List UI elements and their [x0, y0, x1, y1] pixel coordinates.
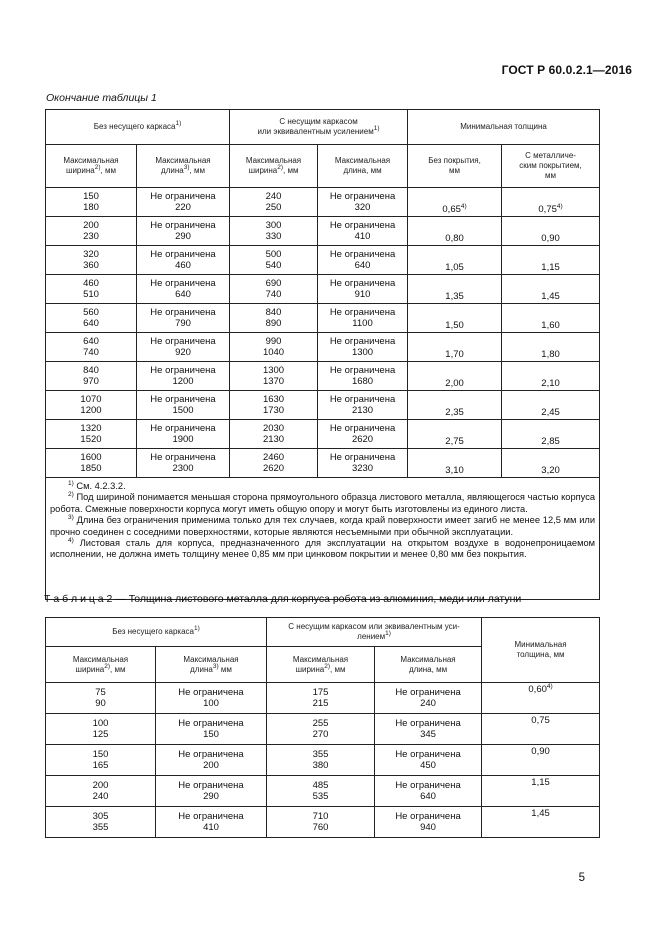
t1-cell-uncoated: 3,10 [408, 449, 502, 478]
t1-col-metal-coated: С металличе- ским покрытием, мм [502, 145, 600, 188]
cell-line-1: Не ограничена [150, 335, 216, 347]
table2 [45, 617, 600, 838]
t2-cell-frame-width [267, 776, 375, 807]
cell-line-2: 760 [312, 822, 329, 833]
t2-cell-width [46, 683, 156, 714]
cell-line-1: Не ограничена [178, 779, 244, 791]
cell-line-1: Не ограничена [329, 306, 396, 318]
t1-cell-frame-length [318, 362, 408, 391]
t1-cell-uncoated: 1,50 [408, 304, 502, 333]
t1-cell-metal-coated: 0,75$^{4)}$ [502, 188, 600, 217]
cell-line-1: 240 [265, 190, 282, 202]
t1-cell-frame-length [318, 217, 408, 246]
t1-cell-width [46, 275, 137, 304]
cell-line-2: 410 [203, 822, 219, 833]
t1-cell-uncoated: 0,65$^{4)}$ [408, 188, 502, 217]
cell-line-1: 640 [83, 335, 99, 347]
cell-line-1: 200 [83, 219, 99, 231]
cell-line-1: Не ограничена [150, 393, 216, 405]
t1-cell-width [46, 362, 137, 391]
cell-line-2: 100 [203, 698, 219, 709]
cell-line-1: 175 [312, 686, 329, 698]
table-row [46, 304, 600, 333]
t2-cell-length [156, 807, 267, 838]
cell-line-2: 640 [420, 791, 436, 802]
t1-cell-frame-width [230, 391, 318, 420]
t2-cell-width [46, 776, 156, 807]
t1-cell-frame-length [318, 333, 408, 362]
cell-line-1: 690 [265, 277, 282, 289]
cell-line-1: 500 [265, 248, 282, 260]
cell-line-1: 150 [92, 748, 109, 760]
t2-cell-frame-width [267, 745, 375, 776]
t1-group-min-thickness: Минимальная толщина [408, 110, 600, 145]
cell-line-2: 460 [175, 260, 191, 271]
cell-line-2: 2620 [351, 434, 374, 445]
table-row [46, 275, 600, 304]
cell-line-2: 1370 [262, 376, 285, 387]
cell-line-1: Не ограничена [178, 748, 244, 760]
t1-group-with-frame: С несущим каркасом или эквивалентным усилением$^{1)}$ [230, 110, 408, 145]
t1-cell-frame-width [230, 449, 318, 478]
t1-cell-length [137, 217, 230, 246]
t1-cell-metal-coated: 1,45 [502, 275, 600, 304]
t2-cell-frame-length [375, 807, 482, 838]
cell-line-2: 940 [420, 822, 436, 833]
t1-cell-frame-width [230, 275, 318, 304]
t1-cell-metal-coated: 1,15 [502, 246, 600, 275]
t1-cell-frame-length [318, 275, 408, 304]
t1-cell-frame-width [230, 362, 318, 391]
page-number: 5 [578, 872, 585, 884]
t1-cell-width [46, 420, 137, 449]
document-header: ГОСТ Р 60.0.2.1—2016 [501, 63, 632, 77]
t1-cell-frame-width [230, 217, 318, 246]
t2-cell-min-thickness: 0,60$^{4)}$ [482, 683, 600, 714]
t2-cell-frame-length [375, 745, 482, 776]
t2-col-max-length: Максимальная длина$^{3)}$ мм [156, 647, 267, 683]
cell-line-2: 1520 [80, 434, 102, 445]
t1-col-max-width: Максимальная ширина$^{2)}$, мм [46, 145, 137, 188]
cell-line-2: 290 [175, 231, 191, 242]
table-row [46, 683, 600, 714]
t1-cell-length [137, 362, 230, 391]
cell-line-1: 305 [92, 810, 109, 822]
cell-line-2: 2300 [172, 463, 194, 474]
t2-group-no-frame: Без несущего каркаса$^{1)}$ [46, 618, 267, 647]
t2-col-frame-max-length: Максимальная длина, мм [375, 647, 482, 683]
t1-cell-frame-width [230, 304, 318, 333]
cell-line-1: 150 [83, 190, 99, 202]
t2-cell-min-thickness: 1,45 [482, 807, 600, 838]
cell-line-2: 165 [92, 760, 109, 771]
cell-line-2: 1680 [351, 376, 374, 387]
table-row [46, 807, 600, 838]
t1-cell-frame-length [318, 304, 408, 333]
t1-cell-width [46, 333, 137, 362]
cell-line-1: 710 [312, 810, 329, 822]
cell-line-2: 150 [203, 729, 219, 740]
table2-caption: Т а б л и ц а 2 — Толщина листового металла для корпуса робота из алюминия, меди или латуни [44, 593, 522, 605]
cell-line-2: 1100 [352, 318, 373, 329]
cell-line-2: 270 [312, 729, 329, 740]
cell-line-1: Не ограничена [329, 277, 396, 289]
t2-cell-length [156, 683, 267, 714]
t1-cell-length [137, 333, 230, 362]
t1-cell-frame-width [230, 420, 318, 449]
t1-cell-width [46, 188, 137, 217]
t2-cell-length [156, 776, 267, 807]
cell-line-1: 560 [83, 306, 99, 318]
cell-line-1: 2030 [262, 422, 285, 434]
t2-col-frame-max-width: Максимальная ширина$^{2)}$, мм [267, 647, 375, 683]
cell-line-1: Не ограничена [329, 190, 396, 202]
cell-line-1: 485 [312, 779, 329, 791]
cell-line-2: 1730 [262, 405, 285, 416]
cell-line-2: 220 [175, 202, 191, 213]
t1-cell-metal-coated: 0,90 [502, 217, 600, 246]
cell-line-1: Не ограничена [150, 422, 216, 434]
table-row [46, 333, 600, 362]
cell-line-2: 640 [354, 260, 371, 271]
cell-line-2: 125 [92, 729, 109, 740]
cell-line-2: 2620 [262, 463, 285, 474]
t1-cell-length [137, 275, 230, 304]
cell-line-2: 410 [354, 231, 371, 242]
cell-line-1: Не ограничена [329, 451, 396, 463]
cell-line-2: 740 [83, 347, 99, 358]
cell-line-2: 200 [203, 760, 219, 771]
t2-cell-frame-length [375, 714, 482, 745]
table-row [46, 745, 600, 776]
table-row [46, 776, 600, 807]
t1-cell-length [137, 246, 230, 275]
cell-line-1: Не ограничена [329, 335, 396, 347]
cell-line-1: 320 [83, 248, 99, 260]
t1-cell-uncoated: 0,80 [408, 217, 502, 246]
table-row [46, 188, 600, 217]
cell-line-1: 1070 [80, 393, 102, 405]
t1-group-no-frame: Без несущего каркаса$^{1)}$ [46, 110, 230, 145]
t2-cell-width [46, 807, 156, 838]
footnote: $^{3)}$ Длина без ограничения применима только для тех случаев, когда край поверхности имеет загиб не менее 12,5 мм или прочно соединен с соседними поверхностями, которые являются несъемными при обычной эксплуатации. [50, 514, 596, 537]
cell-line-2: 355 [92, 822, 109, 833]
t1-cell-width [46, 391, 137, 420]
cell-line-1: 255 [312, 717, 329, 729]
cell-line-1: Не ограничена [329, 422, 396, 434]
cell-line-2: 920 [175, 347, 191, 358]
footnote: $^{4)}$ Листовая сталь для корпуса, предназначенного для эксплуатации на открытом воздухе в водонепроницаемом исполнении, не должна иметь толщину менее 0,85 мм при цинковом покрытии и менее 0,80 мм без покрытия. [50, 537, 596, 560]
cell-line-2: 910 [354, 289, 371, 300]
t1-cell-uncoated: 2,75 [408, 420, 502, 449]
t2-cell-width [46, 745, 156, 776]
t1-cell-length [137, 391, 230, 420]
cell-line-2: 215 [312, 698, 329, 709]
t1-cell-metal-coated: 3,20 [502, 449, 600, 478]
t1-col-frame-max-width: Максимальная ширина$^{2)}$, мм [230, 145, 318, 188]
cell-line-2: 535 [312, 791, 329, 802]
cell-line-1: 990 [265, 335, 282, 347]
cell-line-2: 1200 [80, 405, 102, 416]
table-row [46, 391, 600, 420]
cell-line-2: 290 [203, 791, 219, 802]
cell-line-1: Не ограничена [178, 686, 244, 698]
cell-line-1: Не ограничена [395, 779, 461, 791]
t2-col-max-width: Максимальная ширина$^{2)}$, мм [46, 647, 156, 683]
t1-cell-frame-length [318, 246, 408, 275]
t1-col-uncoated: Без покрытия, мм [408, 145, 502, 188]
cell-line-2: 1500 [172, 405, 194, 416]
cell-line-2: 240 [92, 791, 109, 802]
t1-cell-metal-coated: 2,45 [502, 391, 600, 420]
cell-line-1: 2460 [262, 451, 285, 463]
t1-col-max-length: Максимальная длина$^{3)}$, мм [137, 145, 230, 188]
t1-cell-uncoated: 2,35 [408, 391, 502, 420]
t2-cell-frame-length [375, 776, 482, 807]
cell-line-1: 200 [92, 779, 109, 791]
cell-line-2: 330 [265, 231, 282, 242]
cell-line-1: Не ограничена [150, 277, 216, 289]
t1-cell-length [137, 304, 230, 333]
cell-line-1: Не ограничена [150, 190, 216, 202]
t1-cell-length [137, 420, 230, 449]
t1-cell-uncoated: 1,05 [408, 246, 502, 275]
cell-line-1: Не ограничена [150, 248, 216, 260]
cell-line-2: 230 [83, 231, 99, 242]
cell-line-1: 1300 [262, 364, 285, 376]
t1-cell-uncoated: 1,35 [408, 275, 502, 304]
cell-line-1: Не ограничена [329, 219, 396, 231]
cell-line-2: 180 [83, 202, 99, 213]
t1-col-frame-max-length: Максимальная длина, мм [318, 145, 408, 188]
t2-col-min-thickness: Минимальная толщина, мм [482, 618, 600, 683]
t1-cell-metal-coated: 1,60 [502, 304, 600, 333]
table-row [46, 217, 600, 246]
t2-group-with-frame: С несущим каркасом или эквивалентным уси- лением$^{1)}$ [267, 618, 482, 647]
t1-cell-length [137, 449, 230, 478]
cell-line-1: 300 [265, 219, 282, 231]
cell-line-2: 450 [420, 760, 436, 771]
cell-line-1: Не ограничена [395, 810, 461, 822]
cell-line-1: 460 [83, 277, 99, 289]
t1-cell-width [46, 449, 137, 478]
cell-line-1: 1320 [80, 422, 102, 434]
t2-cell-frame-width [267, 683, 375, 714]
t1-cell-frame-width [230, 246, 318, 275]
cell-line-1: Не ограничена [395, 748, 461, 760]
t1-cell-frame-length [318, 391, 408, 420]
cell-line-2: 360 [83, 260, 99, 271]
table-row [46, 449, 600, 478]
table-row [46, 362, 600, 391]
cell-line-2: 970 [83, 376, 99, 387]
cell-line-1: Не ограничена [329, 248, 396, 260]
table1 [45, 109, 600, 600]
table-row [46, 714, 600, 745]
cell-line-2: 790 [175, 318, 191, 329]
cell-line-2: 640 [175, 289, 191, 300]
cell-line-2: 240 [420, 698, 436, 709]
t2-cell-length [156, 745, 267, 776]
cell-line-2: 1040 [262, 347, 285, 358]
cell-line-2: 3230 [351, 463, 374, 474]
cell-line-1: Не ограничена [150, 306, 216, 318]
t1-cell-metal-coated: 2,85 [502, 420, 600, 449]
t1-cell-uncoated: 2,00 [408, 362, 502, 391]
cell-line-1: Не ограничена [150, 219, 216, 231]
t2-cell-min-thickness: 0,90 [482, 745, 600, 776]
cell-line-1: 100 [92, 717, 109, 729]
t2-cell-min-thickness: 1,15 [482, 776, 600, 807]
cell-line-1: 1600 [80, 451, 102, 463]
cell-line-1: Не ограничена [150, 364, 216, 376]
footnote: $^{2)}$ Под шириной понимается меньшая сторона прямоугольного образца листового металла, являющегося частью корпуса робота. Смежные поверхности корпуса могут иметь общую опору и могут быть изготовлены из единого листа. [50, 491, 596, 514]
cell-line-1: Не ограничена [395, 686, 461, 698]
cell-line-1: Не ограничена [395, 717, 461, 729]
cell-line-2: 2130 [262, 434, 285, 445]
t1-footnotes [46, 478, 600, 600]
t1-cell-metal-coated: 2,10 [502, 362, 600, 391]
cell-line-2: 2130 [351, 405, 374, 416]
cell-line-2: 1850 [80, 463, 102, 474]
table-row [46, 420, 600, 449]
cell-line-2: 740 [265, 289, 282, 300]
t2-cell-frame-width [267, 807, 375, 838]
t1-cell-frame-length [318, 420, 408, 449]
cell-line-1: Не ограничена [329, 364, 396, 376]
cell-line-2: 540 [265, 260, 282, 271]
t1-cell-length [137, 188, 230, 217]
cell-line-2: 1900 [172, 434, 194, 445]
cell-line-1: 75 [95, 686, 106, 698]
t1-cell-width [46, 246, 137, 275]
footnote: $^{1)}$ См. 4.2.3.2. [68, 480, 126, 491]
cell-line-1: 1630 [262, 393, 285, 405]
table1-caption: Окончание таблицы 1 [46, 92, 157, 104]
cell-line-2: 1300 [351, 347, 374, 358]
t1-cell-uncoated: 1,70 [408, 333, 502, 362]
cell-line-1: 840 [265, 306, 282, 318]
cell-line-1: Не ограничена [178, 717, 244, 729]
cell-line-1: 355 [312, 748, 329, 760]
t1-cell-width [46, 304, 137, 333]
cell-line-2: 890 [265, 318, 282, 329]
cell-line-2: 510 [83, 289, 99, 300]
t2-cell-frame-length [375, 683, 482, 714]
t1-cell-frame-width [230, 333, 318, 362]
cell-line-1: Не ограничена [178, 810, 244, 822]
t1-cell-frame-length [318, 188, 408, 217]
cell-line-1: 840 [83, 364, 99, 376]
cell-line-2: 320 [354, 202, 371, 213]
cell-line-2: 345 [420, 729, 436, 740]
t2-cell-width [46, 714, 156, 745]
t2-cell-frame-width [267, 714, 375, 745]
cell-line-2: 90 [95, 698, 106, 709]
t1-cell-frame-width [230, 188, 318, 217]
cell-line-1: Не ограничена [150, 451, 216, 463]
cell-line-2: 250 [265, 202, 282, 213]
table-row [46, 246, 600, 275]
cell-line-2: 1200 [172, 376, 194, 387]
cell-line-2: 380 [312, 760, 329, 771]
t2-cell-length [156, 714, 267, 745]
t2-cell-min-thickness: 0,75 [482, 714, 600, 745]
cell-line-1: Не ограничена [329, 393, 396, 405]
cell-line-2: 640 [83, 318, 99, 329]
t1-cell-frame-length [318, 449, 408, 478]
t1-cell-width [46, 217, 137, 246]
t1-cell-metal-coated: 1,80 [502, 333, 600, 362]
